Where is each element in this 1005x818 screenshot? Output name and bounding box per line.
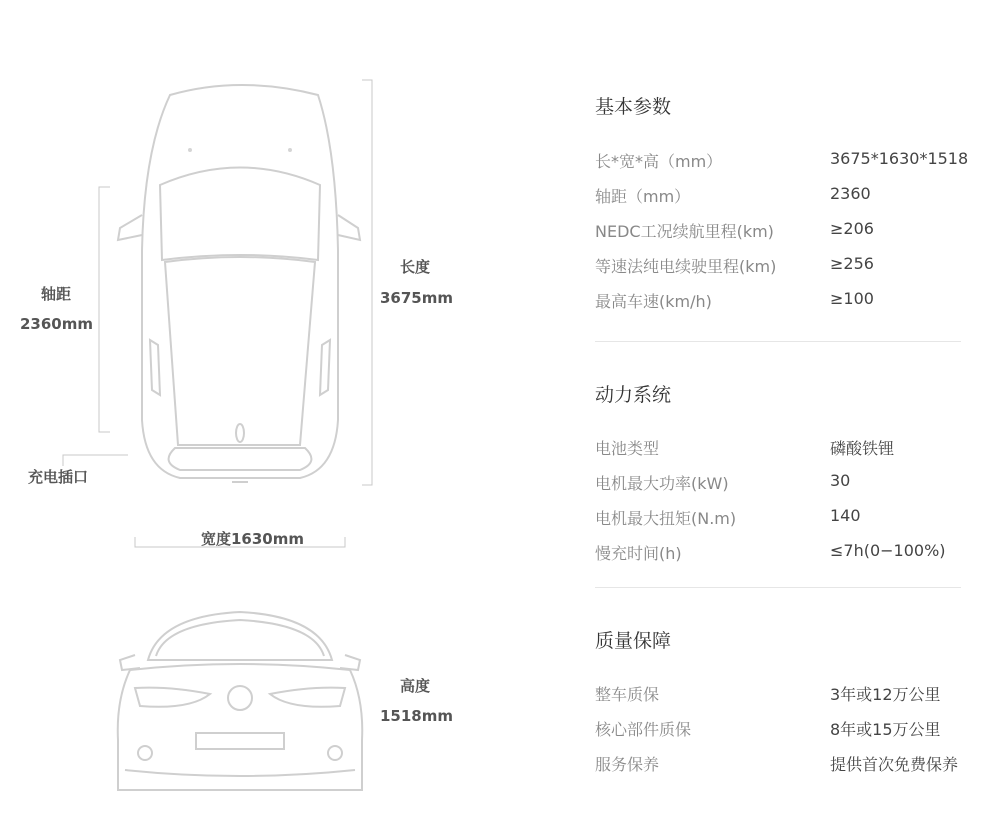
spec-value: ≥206 xyxy=(830,219,874,238)
spec-row xyxy=(595,471,961,495)
spec-value: ≥100 xyxy=(830,289,874,308)
spec-key: 长*宽*高（mm） xyxy=(595,152,723,171)
spec-row xyxy=(595,254,961,278)
wheelbase-value: 2360mm xyxy=(20,315,94,333)
spec-key: 电池类型 xyxy=(595,439,660,458)
section-title-powertrain: 动力系统 xyxy=(595,384,672,406)
spec-value: 140 xyxy=(830,506,861,525)
spec-row xyxy=(595,506,961,530)
spec-row xyxy=(595,289,961,313)
spec-value: ≤7h(0−100%) xyxy=(830,541,946,560)
spec-row xyxy=(595,149,969,173)
spec-value: 8年或15万公里 xyxy=(830,720,941,739)
section-title-warranty: 质量保障 xyxy=(595,630,672,652)
spec-row xyxy=(595,541,961,565)
spec-value: ≥256 xyxy=(830,254,874,273)
spec-value: 3年或12万公里 xyxy=(830,685,941,704)
spec-key: 整车质保 xyxy=(595,685,660,704)
spec-row xyxy=(595,436,961,460)
spec-row xyxy=(595,184,961,208)
height-value: 1518mm xyxy=(380,707,454,725)
spec-key: 轴距（mm） xyxy=(595,187,691,206)
spec-row xyxy=(595,717,961,741)
spec-key: 慢充时间(h) xyxy=(595,544,682,563)
length-label: 长度 xyxy=(399,258,430,276)
spec-row xyxy=(595,219,961,243)
width-label: 宽度1630mm xyxy=(201,530,305,548)
spec-key: 核心部件质保 xyxy=(595,720,692,739)
spec-key: 电机最大功率(kW) xyxy=(595,474,729,493)
section-title-basic: 基本参数 xyxy=(595,96,672,118)
section-divider xyxy=(595,341,961,342)
spec-key: 电机最大扭矩(N.m) xyxy=(595,509,737,528)
spec-value: 30 xyxy=(830,471,851,490)
spec-value: 磷酸铁锂 xyxy=(830,439,895,458)
spec-key: 服务保养 xyxy=(595,755,660,774)
spec-key: 等速法纯电续驶里程(km) xyxy=(595,257,777,276)
charge-port-label: 充电插口 xyxy=(28,468,89,486)
spec-key: NEDC工况续航里程(km) xyxy=(595,222,774,241)
wheelbase-label: 轴距 xyxy=(40,285,71,303)
spec-value: 提供首次免费保养 xyxy=(830,755,959,774)
spec-value: 2360 xyxy=(830,184,871,203)
spec-row xyxy=(595,752,961,776)
section-divider xyxy=(595,587,961,588)
height-label: 高度 xyxy=(399,677,430,695)
spec-value: 3675*1630*1518 xyxy=(830,149,969,168)
length-value: 3675mm xyxy=(380,289,454,307)
spec-row xyxy=(595,682,961,706)
spec-key: 最高车速(km/h) xyxy=(595,292,712,311)
